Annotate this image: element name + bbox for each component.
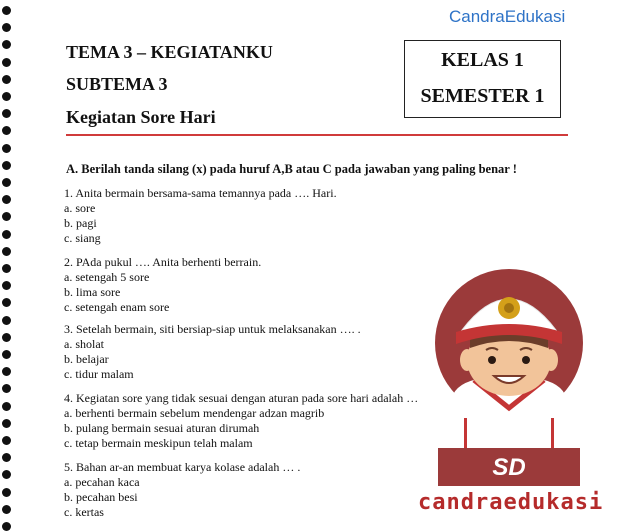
option-b: b. lima sore <box>64 285 121 299</box>
option-c: c. tetap bermain meskipun telah malam <box>64 436 253 450</box>
tema-heading: TEMA 3 – KEGIATANKU <box>66 42 273 62</box>
binder-dot <box>2 195 11 204</box>
question-text: 2. PAda pukul …. Anita berhenti berrain. <box>64 255 262 269</box>
binder-dot <box>2 109 11 118</box>
option-c: c. kertas <box>64 505 104 519</box>
binder-dot <box>2 436 11 445</box>
binder-dot <box>2 402 11 411</box>
binder-dot <box>2 488 11 497</box>
question-1 <box>64 186 337 246</box>
option-a: a. setengah 5 sore <box>64 270 150 284</box>
question-text: 4. Kegiatan sore yang tidak sesuai dengan aturan pada sore hari adalah … <box>64 391 419 405</box>
option-a: a. berhenti bermain sebelum mendengar adzan magrib <box>64 406 325 420</box>
class-semester-box <box>404 40 561 118</box>
binder-dot <box>2 161 11 170</box>
binder-dot <box>2 333 11 342</box>
binder-dot <box>2 6 11 15</box>
binder-dot <box>2 505 11 514</box>
option-b: b. pulang bermain sesuai aturan dirumah <box>64 421 260 435</box>
binder-dot <box>2 264 11 273</box>
binder-dot <box>2 470 11 479</box>
kelas-label: KELAS 1 <box>441 49 524 71</box>
semester-label: SEMESTER 1 <box>420 85 545 107</box>
watermark: candraedukasi <box>418 490 604 515</box>
question-5 <box>64 460 300 520</box>
option-c: c. tidur malam <box>64 367 134 381</box>
binder-dot <box>2 40 11 49</box>
option-b: b. pagi <box>64 216 97 230</box>
activity-heading: Kegiatan Sore Hari <box>66 107 216 127</box>
sd-label: SD <box>492 454 526 481</box>
binder-dot <box>2 58 11 67</box>
binder-dot <box>2 384 11 393</box>
binder-dot <box>2 178 11 187</box>
binder-dot <box>2 453 11 462</box>
option-a: a. pecahan kaca <box>64 475 140 489</box>
option-b: b. pecahan besi <box>64 490 138 504</box>
binder-dot <box>2 212 11 221</box>
binder-dot <box>2 316 11 325</box>
question-2 <box>64 255 261 315</box>
binder-dot <box>2 281 11 290</box>
binder-dot <box>2 367 11 376</box>
binder-dot <box>2 247 11 256</box>
binder-dot <box>2 144 11 153</box>
binder-dot <box>2 92 11 101</box>
option-a: a. sholat <box>64 337 104 351</box>
binder-dot <box>2 23 11 32</box>
question-text: 1. Anita bermain bersama-sama temannya pada …. Hari. <box>64 186 337 200</box>
brand-label: CandraEdukasi <box>449 7 566 26</box>
option-c: c. siang <box>64 231 101 245</box>
question-text: 3. Setelah bermain, siti bersiap-siap untuk melaksanakan …. . <box>64 322 361 336</box>
option-c: c. setengah enam sore <box>64 300 170 314</box>
binder-dot <box>2 298 11 307</box>
subtema-heading: SUBTEMA 3 <box>66 74 168 94</box>
sd-badge <box>438 450 580 486</box>
option-a: a. sore <box>64 201 96 215</box>
header-divider <box>66 134 568 136</box>
binder-dot <box>2 126 11 135</box>
binder-dot <box>2 75 11 84</box>
option-b: b. belajar <box>64 352 109 366</box>
binder-dot <box>2 230 11 239</box>
binder-dot <box>2 350 11 359</box>
binder-dot <box>2 522 11 531</box>
question-3 <box>64 322 361 382</box>
question-4 <box>64 391 418 451</box>
binder-rings <box>2 0 14 531</box>
question-text: 5. Bahan ar-an membuat karya kolase adalah … . <box>64 460 301 474</box>
binder-dot <box>2 419 11 428</box>
instruction-text: A. Berilah tanda silang (x) pada huruf A,B atau C pada jawaban yang paling benar ! <box>66 162 517 176</box>
